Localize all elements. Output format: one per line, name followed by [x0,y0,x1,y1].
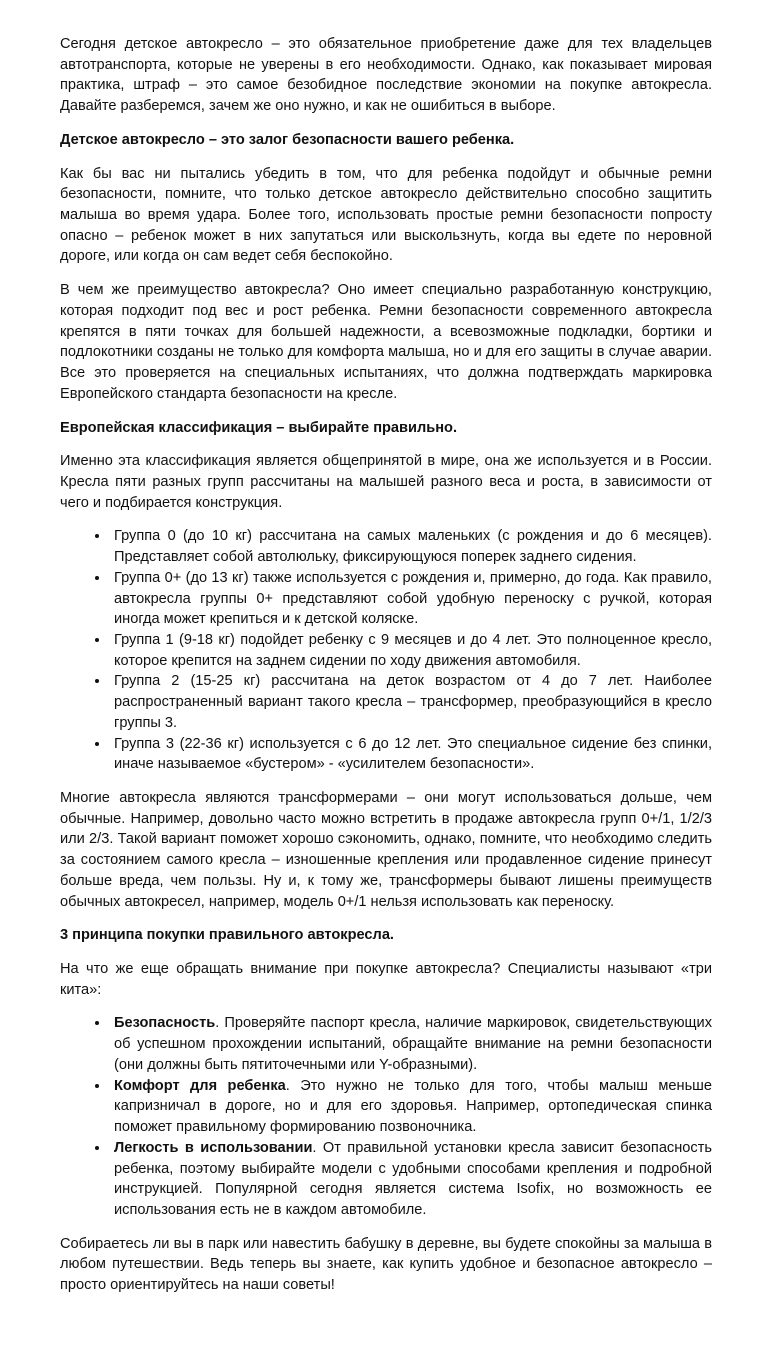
classification-paragraph: Именно эта классификация является общепринятой в мире, она же используется и в России. Кресла пяти разных групп рассчитаны на малышей разного веса и роста, в зависимости от чего и подбирается конструкция. [60,453,712,511]
principle-text: . Это нужно не только для того, чтобы малыш меньше капризничал в дороге, но и для его здоровья. Например, ортопедическая спинка поможет правильному формированию позвоночника. [114,1077,712,1136]
principle-text: . От правильной установки кресла зависит безопасность ребенка, поэтому выбирайте модели с удобными способами крепления и подробной инструкцией. Популярной сегодня является система Isofix, но возможность ее использования есть не в каждом автомобиле. [114,1139,712,1218]
principle-lead: Комфорт для ребенка [114,1077,286,1094]
principle-lead: Безопасность [114,1015,216,1032]
list-item-group-0: • Группа 0 (до 10 кг) рассчитана на самых маленьких (с рождения и до 6 месяцев). Представляет собой автолюльку, фиксирующуюся поперек заднего сидения. [110,526,712,567]
principle-lead: Легкость в использовании [114,1139,313,1156]
safety-section-heading: Детское автокресло – это залог безопасности вашего ребенка. [60,131,515,148]
list-item-group-0plus: • Группа 0+ (до 13 кг) также используется с рождения и, примерно, до года. Как правило, автокресла группы 0+ представляют собой удобную переноску с ручкой, которая иногда может крепиться и к детской коляске. [110,568,712,630]
outro-paragraph: Собираетесь ли вы в парк или навестить бабушку в деревне, вы будете спокойны за малыша в любом путешествии. Ведь теперь вы знаете, как купить удобное и безопасное автокресло – просто ориентируйтесь на наши советы! [60,1235,712,1294]
intro-paragraph: Сегодня детское автокресло – это обязательное приобретение даже для тех владельцев автотранспорта, которые не уверены в его необходимости. Однако, как показывает мировая практика, штраф – это самое безобидное последствие экономии на покупке автокресла. Давайте разберемся, зачем же оно нужно, и как не ошибиться в выборе. [60,36,712,115]
list-item-group-1: • Группа 1 (9-18 кг) подойдет ребенку с 9 месяцев и до 4 лет. Это полноценное кресло, которое крепится на заднем сидении по ходу движения автомобиля. [110,630,712,671]
transformers-paragraph: Многие автокресла являются трансформерами – они могут использоваться дольше, чем обычные. Например, довольно часто можно встретить в продаже автокресла групп 0+/1, 1/2/3 или 2/3. Такой вариант поможет хорошо сэкономить, однако, помните, что необходимо следить за состоянием самого кресла – изношенные крепления или продавленное сидение принесут больше вреда, чем пользы. Ну и, к тому же, трансформеры бывают лишены преимуществ обычных автокресел, например, модель 0+/1 нельзя использовать как переноску. [60,790,712,910]
list-item-principle-ease [110,1138,712,1221]
list-item-principle-safety [110,1013,712,1075]
list-item-group-3: • Группа 3 (22-36 кг) используется с 6 до 12 лет. Это специальное сидение без спинки, иначе называемое «бустером» - «усилителем безопасности». [110,734,712,775]
list-item-group-2: • Группа 2 (15-25 кг) рассчитана на деток возрастом от 4 до 7 лет. Наиболее распространенный вариант такого кресла – трансформер, преобразующийся в кресло группы 3. [110,671,712,733]
list-item-principle-comfort [110,1076,712,1138]
principles-list [60,1013,712,1220]
safety-paragraph-1: Как бы вас ни пытались убедить в том, что для ребенка подойдут и обычные ремни безопасности, помните, что только детское автокресло действительно способно защитить малыша во время удара. Более того, использовать простые ремни безопасности попросту опасно – ребенок может в них запутаться или выскользнуть, когда вы едете по неровной дороге, или когда он сам ведет себя беспокойно. [60,165,712,265]
principles-section-heading: 3 принципа покупки правильного автокресла. [60,927,394,944]
seat-group-list [60,526,712,775]
principles-intro-paragraph: На что же еще обращать внимание при покупке автокресла? Специалисты называют «три кита»: [60,961,712,998]
classification-section-heading: Европейская классификация – выбирайте правильно. [60,419,458,436]
principle-text: . Проверяйте паспорт кресла, наличие маркировок, свидетельствующих об успешном прохождении испытаний, обращайте внимание на ремни безопасности (они должны быть пятиточечными или Y-образными). [114,1015,712,1073]
safety-paragraph-2: В чем же преимущество автокресла? Оно имеет специально разработанную конструкцию, которая подходит под вес и рост ребенка. Ремни безопасности современного автокресла крепятся в пяти точках для большей надежности, а всевозможные подкладки, бортики и подлокотники созданы не только для комфорта малыша, но и для его защиты в случае аварии. Все это проверяется на специальных испытаниях, что должна подтверждать маркировка Европейского стандарта безопасности на кресле. [60,282,712,402]
